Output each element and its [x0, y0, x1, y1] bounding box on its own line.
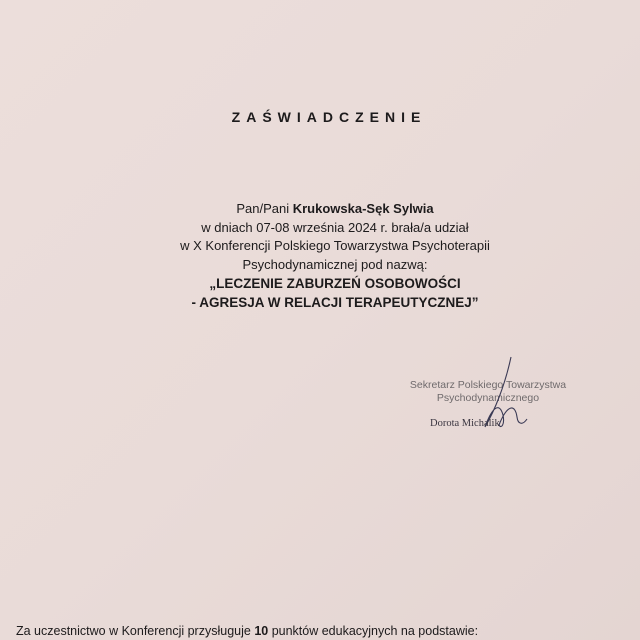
stamp-line-1: Sekretarz Polskiego Towarzystwa — [409, 379, 567, 391]
recipient-line — [30, 200, 640, 219]
conference-title-1: „LECZENIE ZABURZEŃ OSOBOWOŚCI — [209, 276, 461, 291]
conference-line: w X Konferencji Polskiego Towarzystwa Psychoterapii — [180, 238, 490, 253]
document-title: ZAŚWIADCZENIE — [231, 109, 427, 125]
footer-text — [16, 624, 478, 638]
footer-suffix: punktów edukacyjnych na podstawie: — [268, 624, 479, 638]
footer-prefix: Za uczestnictwo w Konferencji przysługuje — [16, 624, 255, 638]
conference-line-2: Psychodynamicznej pod nazwą: — [242, 256, 428, 272]
recipient-name: Krukowska-Sęk Sylwia — [292, 201, 434, 216]
salutation: Pan/Pani — [236, 201, 290, 216]
dates-line: w dniach 07-08 września 2024 r. brała/a udział — [201, 219, 469, 235]
conference-title-2: - AGRESJA W RELACJI TERAPEUTYCZNEJ” — [191, 295, 479, 310]
stamp-line-2: Psychodynamicznego — [436, 392, 540, 404]
signer-name: Dorota Michalik — [430, 418, 500, 429]
certificate-body — [0, 200, 640, 312]
points-value: 10 — [254, 624, 269, 638]
